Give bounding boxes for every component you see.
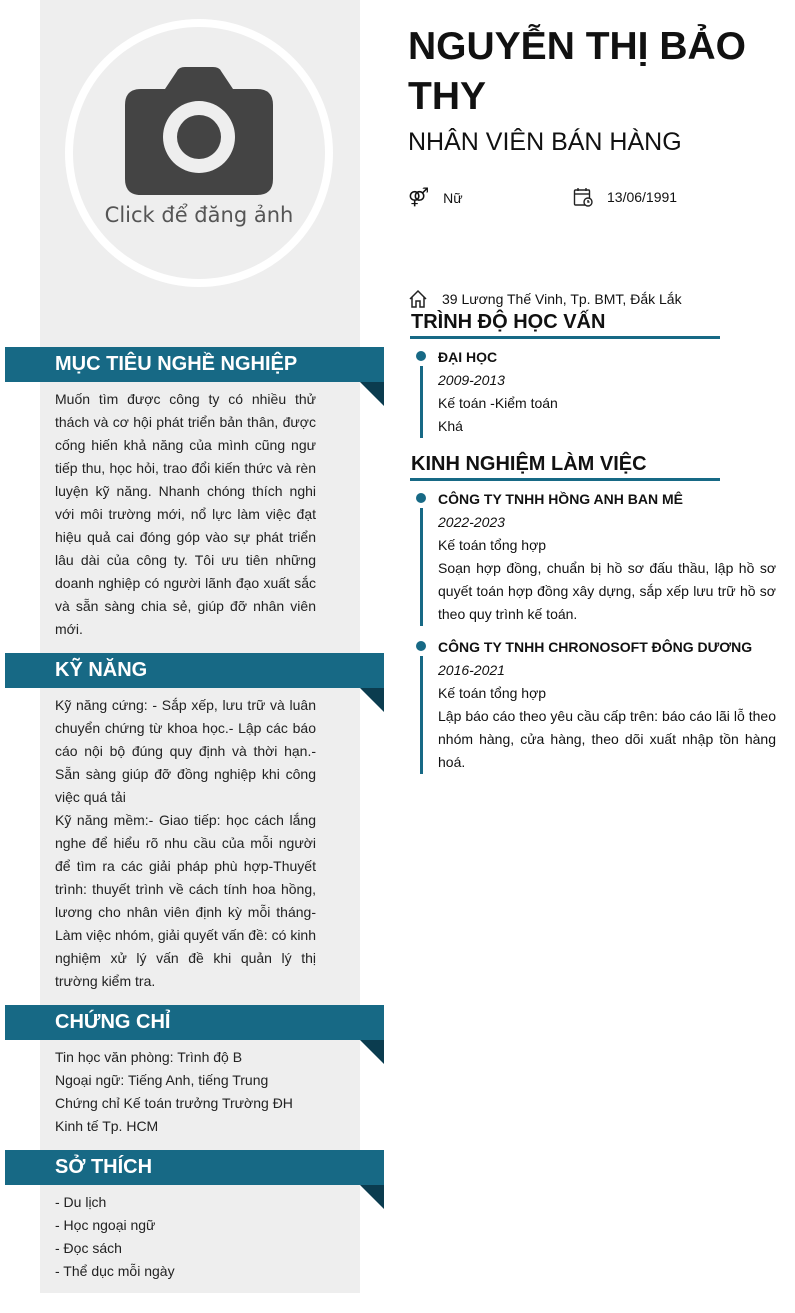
company: CÔNG TY TNHH CHRONOSOFT ĐÔNG DƯƠNG: [438, 639, 753, 655]
candidate-name: NGUYỄN THỊ BẢO THY: [408, 25, 747, 118]
camera-icon: [125, 67, 273, 197]
major: Kế toán -Kiểm toán: [438, 395, 558, 411]
description: Soạn hợp đồng, chuẩn bị hồ sơ đấu thầu, lập hồ sơ quyết toán hợp đồng xây dựng, sắp xếp lưu trữ hồ sơ theo quy trình kế toán.: [438, 560, 776, 622]
experience-title: KINH NGHIỆM LÀM VIỆC: [410, 453, 720, 481]
certs-text: [55, 1046, 316, 1138]
section-objective: [5, 347, 384, 641]
education-title: TRÌNH ĐỘ HỌC VẤN: [410, 311, 720, 339]
period: 2009-2013: [438, 372, 505, 388]
hobbies-text: [55, 1191, 316, 1283]
sidebar-sections: [5, 347, 384, 1295]
period: 2016-2021: [438, 662, 505, 678]
birthdate-info: [573, 187, 677, 207]
timeline-line: [420, 656, 423, 774]
cert-item: Ngoại ngữ: Tiếng Anh, tiếng Trung: [55, 1072, 269, 1088]
cert-item: Chứng chỉ Kế toán trưởng Trường ĐH Kinh tế Tp. HCM: [55, 1095, 293, 1134]
section-certs: [5, 1005, 384, 1138]
experience-item: [416, 636, 776, 774]
position: Kế toán tổng hợp: [438, 537, 547, 553]
timeline-dot: [416, 641, 426, 651]
objective-text: Muốn tìm được công ty có nhiều thử thách và cơ hội phát triển bản thân, được cống hiến khả năng của mình cũng ngư tiếp thu, học hỏi, trao đổi kiến thức và rèn luyện kỹ năng. Nhanh chóng thích nghi với môi trường mới, nổ lực làm việc đạt hiệu quả cai đóng góp vào sự phát triển lâu dài của công ty. Tôi ưu tiên những doanh nghiệp có người lãnh đạo xuất sắc và sẵn sàng chia sẻ, giúp đỡ nhân viên mới.: [55, 391, 316, 637]
skills-text: [55, 694, 316, 993]
description: Lập báo cáo theo yêu cầu cấp trên: báo cáo lãi lỗ theo nhóm hàng, cửa hàng, theo dõi xuất nhập tồn hàng hoá.: [438, 708, 776, 770]
photo-upload-label: Click để đăng ảnh: [104, 203, 294, 227]
ribbon-fold: [360, 382, 384, 406]
ribbon-fold: [360, 1040, 384, 1064]
school: ĐẠI HỌC: [438, 349, 498, 365]
ribbon-fold: [360, 688, 384, 712]
company: CÔNG TY TNHH HỒNG ANH BAN MÊ: [438, 491, 683, 507]
gender-value: Nữ: [443, 189, 463, 206]
section-skills-title: KỸ NĂNG: [5, 653, 384, 688]
calendar-icon: [573, 187, 593, 207]
position: Kế toán tổng hợp: [438, 685, 547, 701]
section-hobbies-title: SỞ THÍCH: [5, 1150, 384, 1185]
gender-icon: ⚤: [408, 187, 430, 207]
hobby-item: - Đọc sách: [55, 1240, 122, 1256]
candidate-title: NHÂN VIÊN BÁN HÀNG: [408, 128, 682, 156]
section-certs-title: CHỨNG CHỈ: [5, 1005, 384, 1040]
birthdate-value: 13/06/1991: [607, 189, 678, 205]
hard-skills: Kỹ năng cứng: - Sắp xếp, lưu trữ và luân chuyển chứng từ khoa học.- Lập các báo cáo nội bộ đúng quy định và thời hạn.- Sẵn sàng giúp đỡ đồng nghiệp khi công việc quá tải: [55, 697, 316, 805]
timeline-dot: [416, 351, 426, 361]
section-hobbies: [5, 1150, 384, 1283]
timeline-line: [420, 366, 423, 438]
photo-upload[interactable]: [65, 19, 333, 287]
gender-info: [408, 187, 463, 208]
period: 2022-2023: [438, 514, 505, 530]
ribbon-fold: [360, 1185, 384, 1209]
soft-skills: Kỹ năng mềm:- Giao tiếp: học cách lắng nghe để hiểu rõ nhu cầu của mỗi người để tìm ra các giải pháp phù hợp-Thuyết trình: thuyết trình về cách tính hoa hồng, lương cho nhân viên định kỳ mỗi tháng- Làm việc nhóm, giải quyết vấn đề: có kinh nghiệm xử lý vấn đề khi quản lý thị trường kiểm tra.: [55, 812, 316, 989]
education-item: [416, 346, 776, 438]
cert-item: Tin học văn phòng: Trình độ B: [55, 1049, 243, 1065]
hobby-item: - Thể dục mỗi ngày: [55, 1263, 175, 1279]
home-icon: [408, 289, 428, 309]
address-info: [408, 289, 682, 309]
hobby-item: - Học ngoại ngữ: [55, 1217, 156, 1233]
experience-item: [416, 488, 776, 626]
hobby-item: - Du lịch: [55, 1194, 107, 1210]
grade: Khá: [438, 418, 463, 434]
address-value: 39 Lương Thế Vinh, Tp. BMT, Đắk Lắk: [442, 291, 682, 307]
section-skills: [5, 653, 384, 993]
timeline-dot: [416, 493, 426, 503]
section-objective-title: MỤC TIÊU NGHỀ NGHIỆP: [5, 347, 384, 382]
timeline-line: [420, 508, 423, 626]
